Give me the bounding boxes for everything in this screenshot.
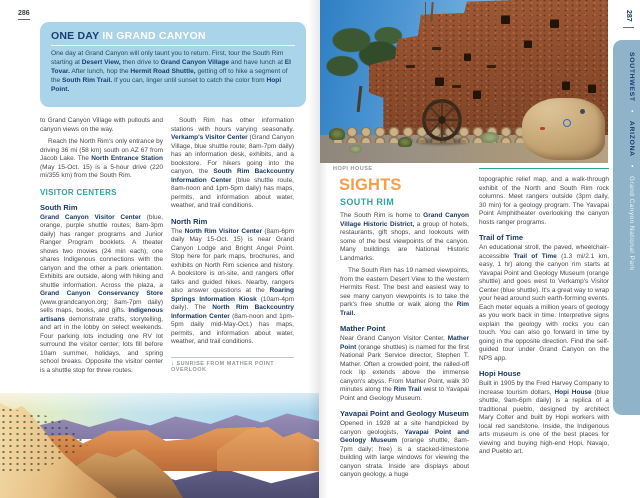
tab-park-label: Grand Canyon National Park bbox=[628, 175, 635, 271]
paragraph: The South Rim has 19 named viewpoints, from the eastern Desert View to the western Hermits Rest. The best and easiest way to see many canyon viewpoints is to take the park's free shuttle or walk along the Rim Trail. bbox=[340, 267, 469, 317]
paragraph: Grand Canyon Visitor Center (blue, orange, purple shuttle routes; 8am-3pm daily) has ranger programs and Junior Ranger Program booklets. A theater shows two movies (24 min each); one shares Indigenous connections with the canyon and the other a park orientation. Exhibits are outside, along with hiking and shuttle information. Across the plaza, a Grand Canyon Conservancy Store (www.grandcanyon.org; 8am-7pm daily) sells maps, books, and gifts. Indigenous artisans demonstrate crafts, storytelling, and art in the lobby on select weekends. Four parking lots including one RV lot surround the visitor center; lots fill before 10am summer, holidays, and spring school breaks. Opposite the visitor center is a shuttle stop for three routes. bbox=[40, 213, 163, 374]
paragraph: The South Rim is home to Grand Canyon Village Historic District, a group of hotels, restaurants, gift shops, and lookouts with some of the best viewpoints of the canyon. Many buildings are National Historic Landmarks. bbox=[340, 212, 469, 262]
photo-plant bbox=[398, 137, 412, 147]
left-page-column-2 bbox=[171, 117, 294, 392]
photo-window bbox=[473, 91, 481, 99]
callout-title-lead: ONE DAY bbox=[51, 30, 100, 42]
hopi-house-photo bbox=[320, 0, 608, 163]
tab-state-label: ARIZONA bbox=[628, 120, 635, 157]
photo-plant bbox=[329, 128, 345, 140]
photo-window bbox=[464, 54, 471, 61]
page-number-rule bbox=[623, 27, 634, 28]
left-page-column-1 bbox=[40, 117, 163, 392]
photo-beam bbox=[487, 65, 496, 68]
sights-heading: SIGHTS bbox=[339, 176, 402, 194]
paragraph: Near Grand Canyon Visitor Center, Mather Point (orange shuttles) is named for the first National Park Service director, Stephen T. Mather. Often a crowded point, the railed-off rock lip extends above the immense canyon's abyss. From Mather Point, walk 30 minutes along the Rim Trail west to Yavapai Point and Geology Museum. bbox=[340, 335, 469, 402]
right-page-column-1 bbox=[340, 212, 469, 488]
hopi-house-subheading: Hopi House bbox=[479, 369, 521, 378]
photo-beam bbox=[432, 47, 441, 50]
photo-beam bbox=[452, 85, 461, 88]
wagon-wheel bbox=[419, 96, 464, 144]
photo-window bbox=[524, 41, 532, 48]
bullet-icon: • bbox=[628, 165, 635, 168]
callout-title bbox=[51, 30, 295, 46]
south-rim-subheading: South Rim bbox=[40, 202, 78, 212]
paragraph: Reach the North Rim's only entrance by driving 36 mi (58 km) south on AZ 67 from Jacob Lake. The North Entrance Station (May 15-Oct. 15) is a 5-hour drive (220 mi/355 km) from the South Rim. bbox=[40, 138, 163, 179]
column-continuation-rule bbox=[479, 168, 609, 169]
photo-window bbox=[588, 85, 596, 93]
callout-title-rest: IN GRAND CANYON bbox=[102, 30, 206, 42]
section-edge-tab bbox=[613, 40, 640, 415]
callout-body: One day at Grand Canyon will only taunt you to return. First, tour the South Rim starting at Desert View, then drive to Grand Canyon Village and have lunch at El Tovar. After lunch, hop the Hermit Road Shuttle, getting off to hike a segment of the South Rim Trail. If you can, linger until sunset to catch the color from Hopi Point. bbox=[51, 50, 291, 93]
photo-petroglyph-boulder bbox=[522, 98, 606, 160]
hopi-house-caption: HOPI HOUSE bbox=[333, 166, 373, 172]
yavapai-subheading: Yavapai Point and Geology Museum bbox=[340, 409, 469, 418]
north-rim-subheading: North Rim bbox=[171, 216, 208, 226]
down-arrow-icon: ↓ bbox=[171, 360, 175, 367]
photo-sun-glyph bbox=[563, 119, 571, 127]
photo-window bbox=[562, 82, 570, 90]
photo-window bbox=[550, 20, 559, 28]
right-page-column-2 bbox=[479, 168, 609, 488]
photo-window bbox=[501, 16, 510, 24]
bullet-icon: • bbox=[628, 110, 635, 113]
photo-ladder bbox=[424, 2, 434, 22]
grand-canyon-sunrise-photo bbox=[0, 393, 319, 498]
one-day-itinerary-callout bbox=[40, 22, 306, 107]
photo-haze bbox=[0, 393, 319, 413]
mather-point-subheading: Mather Point bbox=[340, 324, 386, 333]
paragraph: South Rim has other information stations with hours varying seasonally. Verkamp's Visitor Center (Grand Canyon Village, blue shuttle route; 8am-7pm daily) has an information desk, exhibits, and a bookstore. For hikers going into the canyon, the South Rim Backcountry Information Center (blue shuttle route, 8am-noon and 1pm-5pm daily) has maps, permits, and information about water, weather, and trail conditions. bbox=[171, 117, 294, 209]
page-number-right: 287 bbox=[625, 10, 632, 22]
paragraph: The North Rim Visitor Center (8am-6pm daily May 15-Oct. 15) is near Grand Canyon Lodge and Bright Angel Point. Stop here for park maps, brochures, and exhibits on North Rim science and history. A bookstore is on-site, and rangers offer talks and guided hikes. Nearby, rangers also answer questions at the Roaring Springs Information Kiosk (10am-4pm daily). The North Rim Backcountry Information Center (8am-noon and 1pm-5pm daily mid-May-Oct.) has maps, permits, and information about water, weather, and trail conditions. bbox=[171, 227, 294, 345]
paragraph: to Grand Canyon Village with pullouts and canyon views on the way. bbox=[40, 117, 163, 133]
photo-window bbox=[435, 78, 444, 86]
paragraph: Built in 1905 by the Fred Harvey Company to increase tourism dollars, Hopi House (blue shuttle, 9am-6pm daily) is a replica of a traditional pueblo, designed by architect Mary Colter and built by Hopi workers with local red sandstone. Inside, the Indigenous arts museum is one of the best places for viewing and buying high-end Hopi, Navajo, and Pueblo art. bbox=[479, 380, 609, 455]
paragraph: Opened in 1928 at a site handpicked by canyon geologists, Yavapai Point and Geology Museum (orange shuttle, 8am-7pm daily; free) is a stacked-limestone building with large windows for viewing the canyon strata. Inside are displays about canyon geology, a huge bbox=[340, 420, 469, 478]
photo-credit bbox=[171, 357, 294, 373]
photo-beam bbox=[406, 65, 415, 68]
visitor-centers-heading: VISITOR CENTERS bbox=[40, 187, 117, 197]
paragraph: An educational stroll, the paved, wheelchair-accessible Trail of Time (1.3 mi/2.1 km, easy, 1 hr) along the canyon rim starts at Yavapai Point and Geology Museum (orange shuttle) and goes west to Verkamp's Visitor Center (blue shuttle). It's a great way to wrap your head around such earth-forming events. Each meter equals a million years of geology as you work back in time. Interpretive signs explain the geology with rocks you can touch. You can also go forward in time by going in the opposite direction. Find the self-guided tour under Grand Canyon on the NPS app. bbox=[479, 244, 609, 362]
trail-of-time-subheading: Trail of Time bbox=[479, 233, 524, 242]
south-rim-heading: SOUTH RIM bbox=[340, 197, 395, 207]
paragraph: topographic relief map, and a walk-through exhibit of the North and South Rim rock columns. Meet rangers outside (3pm daily, 30 min) for a geology program. The Yavapai Point Amphitheater overlooking the canyon hosts ranger programs. bbox=[479, 176, 609, 226]
photo-credit-text: SUNRISE FROM MATHER POINT OVERLOOK bbox=[171, 360, 275, 373]
page-number-left: 286 bbox=[18, 10, 30, 20]
tab-region-label: SOUTHWEST bbox=[628, 52, 635, 102]
